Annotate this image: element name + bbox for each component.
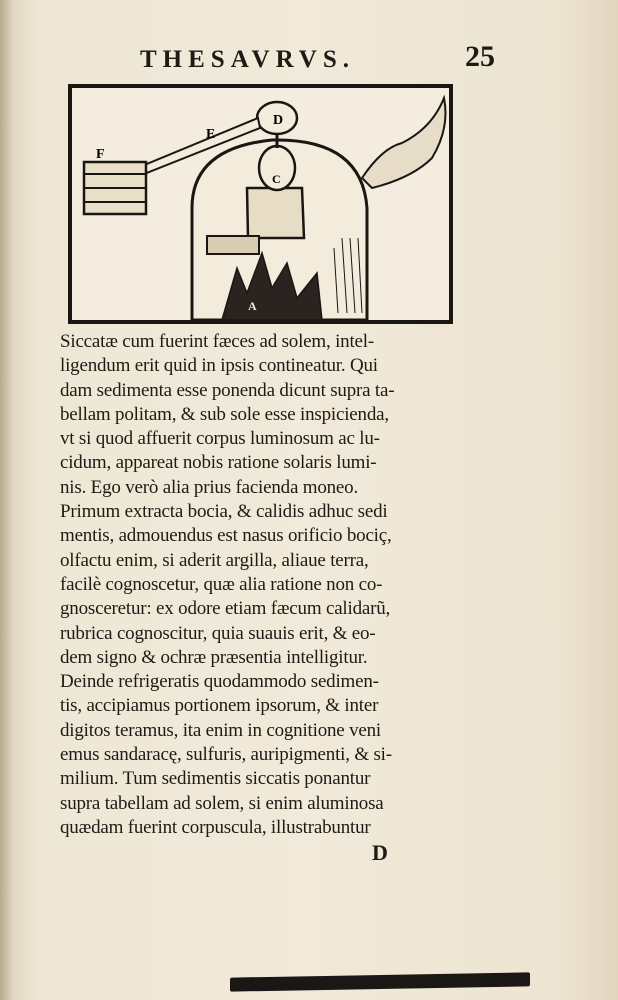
- distillation-woodcut: [68, 84, 453, 324]
- label-d: D: [273, 113, 284, 128]
- text-line: gnosceretur: ex odore etiam fæcum calidarũ,: [60, 598, 391, 620]
- page-number: 25: [465, 40, 495, 73]
- text-line: vt si quod affuerit corpus luminosum ac lu-: [60, 428, 380, 450]
- text-line: ligendum erit quid in ipsis contineatur. Qui: [60, 355, 378, 377]
- label-a: A: [248, 299, 257, 313]
- label-c: C: [272, 172, 281, 186]
- label-f: F: [96, 147, 105, 162]
- page-header: [60, 40, 495, 78]
- text-line: supra tabellam ad solem, si enim aluminosa: [60, 792, 384, 814]
- text-line: Deinde refrigeratis quodammodo sedimen-: [60, 671, 379, 693]
- body-text: [60, 330, 470, 840]
- running-title: THESAVRVS.: [140, 46, 355, 73]
- text-line: milium. Tum sedimentis siccatis ponantur: [60, 768, 371, 790]
- text-line: mentis, admouendus est nasus orificio bociç,: [60, 525, 392, 547]
- text-line: rubrica cognoscitur, quia suauis erit, & eo-: [60, 622, 376, 644]
- text-line: digitos teramus, ita enim in cognitione veni: [60, 719, 382, 741]
- text-line: nis. Ego verò alia prius facienda moneo.: [60, 476, 359, 498]
- text-line: dam sedimenta esse ponenda dicunt supra ta-: [60, 379, 395, 401]
- page-bottom-shadow: [230, 972, 530, 991]
- page-binding-edge: [0, 0, 14, 1000]
- text-line: olfactu enim, si aderit argilla, aliaue terra,: [60, 549, 369, 571]
- text-line: quædam fuerint corpuscula, illustrabuntur: [60, 816, 371, 838]
- text-line: Siccatæ cum fuerint fæces ad solem, intel-: [60, 331, 374, 352]
- text-line: facilè cognoscetur, quæ alia ratione non co-: [60, 573, 383, 595]
- label-e: E: [206, 127, 216, 142]
- bellows: [207, 236, 259, 254]
- text-line: tis, accipiamus portionem ipsorum, & inter: [60, 695, 379, 717]
- woodcut-drawing: [72, 88, 449, 320]
- text-line: cidum, appareat nobis ratione solaris lumi-: [60, 452, 377, 474]
- text-line: bellam politam, & sub sole esse inspicienda,: [60, 403, 389, 425]
- text-line: Primum extracta bocia, & calidis adhuc sedi: [60, 501, 388, 523]
- alembic-vessel: [247, 188, 304, 238]
- text-line: dem signo & ochræ præsentia intelligitur.: [60, 646, 368, 668]
- catchword: D: [372, 840, 388, 865]
- text-line: emus sandaracę, sulfuris, auripigmenti, & si-: [60, 744, 392, 766]
